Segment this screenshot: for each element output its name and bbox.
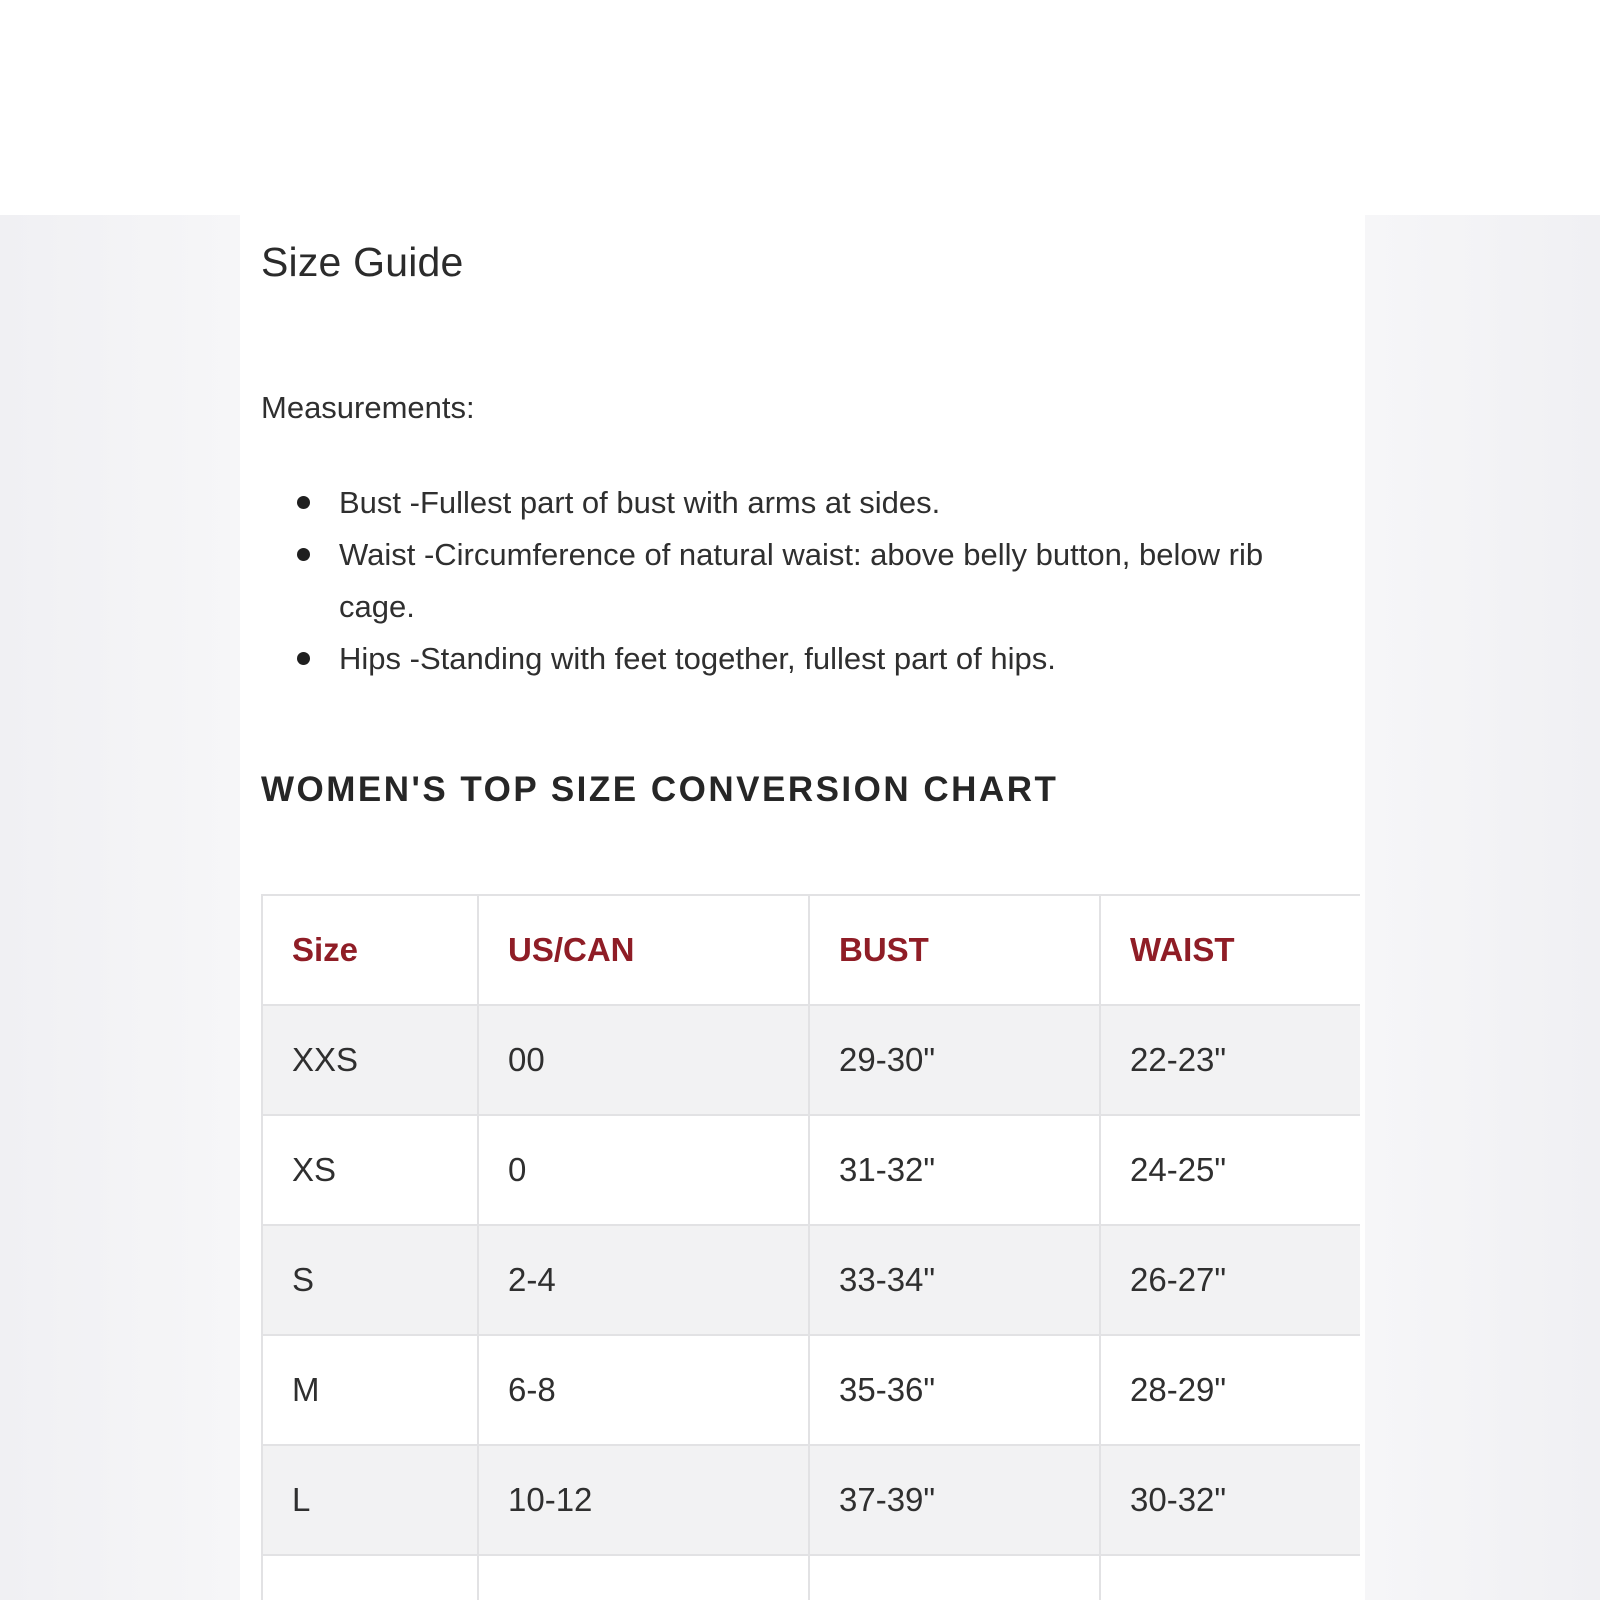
top-blank-area bbox=[0, 0, 1600, 215]
bust-cell: 33-34" bbox=[809, 1225, 1100, 1335]
table-header-row bbox=[262, 895, 1360, 1005]
size-cell: S bbox=[262, 1225, 478, 1335]
size-cell: XXS bbox=[262, 1005, 478, 1115]
us-can-cell: 10-12 bbox=[478, 1445, 809, 1555]
list-item bbox=[261, 633, 1365, 685]
size-cell bbox=[262, 1555, 478, 1600]
list-item-text: Bust -Fullest part of bust with arms at sides. bbox=[339, 485, 941, 520]
size-cell: L bbox=[262, 1445, 478, 1555]
size-cell: XS bbox=[262, 1115, 478, 1225]
bust-cell: 31-32" bbox=[809, 1115, 1100, 1225]
bust-cell bbox=[809, 1555, 1100, 1600]
bullet-icon bbox=[297, 652, 310, 665]
bust-cell: 37-39" bbox=[809, 1445, 1100, 1555]
size-cell: M bbox=[262, 1335, 478, 1445]
table-row bbox=[262, 1005, 1360, 1115]
right-margin bbox=[1365, 215, 1600, 1600]
bust-cell: 35-36" bbox=[809, 1335, 1100, 1445]
waist-cell: 28-29" bbox=[1100, 1335, 1360, 1445]
waist-cell: 30-32" bbox=[1100, 1445, 1360, 1555]
waist-cell: 22-23" bbox=[1100, 1005, 1360, 1115]
table-row bbox=[262, 1555, 1360, 1600]
table-row bbox=[262, 1225, 1360, 1335]
us-can-cell: 0 bbox=[478, 1115, 809, 1225]
measurements-label: Measurements: bbox=[261, 390, 475, 425]
page-title: Size Guide bbox=[261, 239, 464, 285]
table-row bbox=[262, 1335, 1360, 1445]
list-item bbox=[261, 477, 1365, 529]
size-guide-content bbox=[240, 215, 1365, 1600]
size-conversion-table bbox=[261, 894, 1360, 1600]
list-item-text: Hips -Standing with feet together, fullest part of hips. bbox=[339, 641, 1056, 676]
table-row bbox=[262, 1445, 1360, 1555]
list-item-text-continued: cage. bbox=[339, 589, 415, 624]
bust-cell: 29-30" bbox=[809, 1005, 1100, 1115]
us-can-cell: 6-8 bbox=[478, 1335, 809, 1445]
us-can-cell: 00 bbox=[478, 1005, 809, 1115]
column-header-bust: BUST bbox=[809, 895, 1100, 1005]
list-item-text: Waist -Circumference of natural waist: above belly button, below rib bbox=[339, 537, 1264, 572]
waist-cell: 26-27" bbox=[1100, 1225, 1360, 1335]
measurements-list bbox=[261, 477, 1365, 685]
list-item bbox=[261, 529, 1365, 633]
column-header-size: Size bbox=[262, 895, 478, 1005]
us-can-cell: 2-4 bbox=[478, 1225, 809, 1335]
waist-cell bbox=[1100, 1555, 1360, 1600]
column-header-us-can: US/CAN bbox=[478, 895, 809, 1005]
us-can-cell bbox=[478, 1555, 809, 1600]
bullet-icon bbox=[297, 548, 310, 561]
column-header-waist: WAIST bbox=[1100, 895, 1360, 1005]
bullet-icon bbox=[297, 496, 310, 509]
waist-cell: 24-25" bbox=[1100, 1115, 1360, 1225]
table-row bbox=[262, 1115, 1360, 1225]
left-margin bbox=[0, 215, 240, 1600]
chart-heading: WOMEN'S TOP SIZE CONVERSION CHART bbox=[261, 770, 1059, 809]
